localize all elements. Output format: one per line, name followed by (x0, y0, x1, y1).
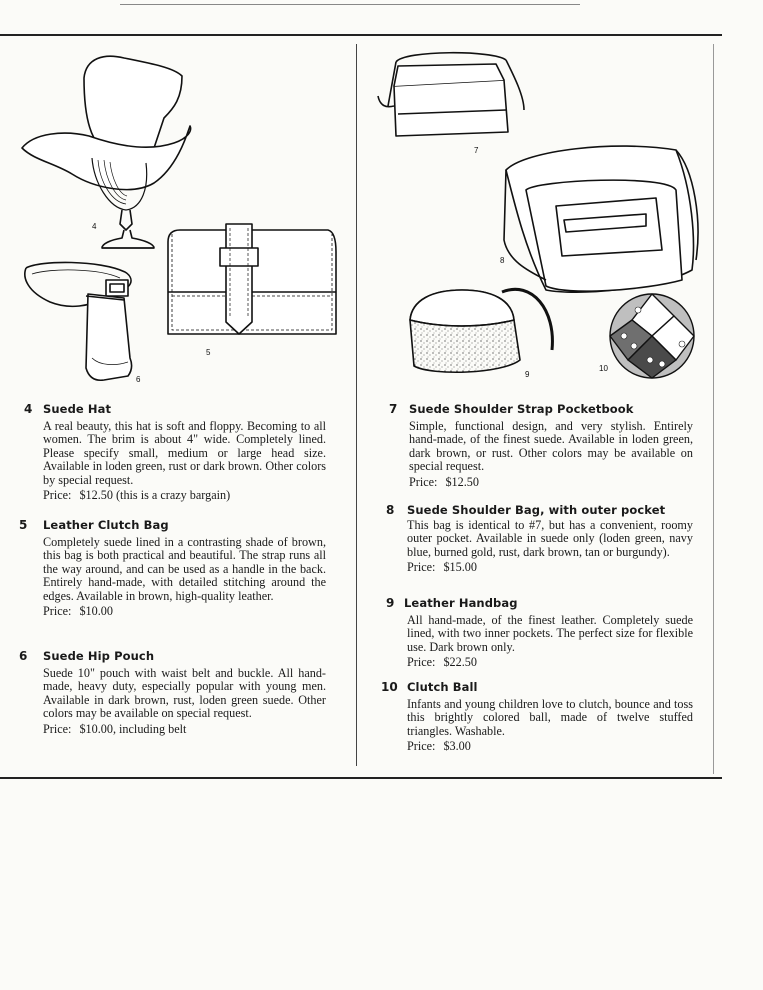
item-price (407, 739, 693, 753)
item-description: Suede 10" pouch with waist belt and buckle. All hand-made, heavy duty, especially popular with young men. Available in dark brown, rust, loden green suede. Other colors may be available on special request. (43, 666, 326, 721)
figure-number-6: 6 (136, 375, 141, 384)
item-number: 10 (381, 680, 398, 694)
item-title: Suede Hat (43, 402, 112, 416)
item-title: Suede Hip Pouch (43, 649, 155, 663)
shoulder-bag-outer-pocket-illustration (496, 130, 706, 300)
price-value: $10.00 (79, 604, 113, 619)
item-price (409, 475, 693, 489)
clutch-ball-illustration (602, 290, 702, 382)
item-title: Suede Shoulder Strap Pocketbook (409, 402, 634, 416)
item-leather-handbag (386, 596, 693, 669)
figure-number-8: 8 (500, 256, 505, 265)
item-price (43, 604, 326, 618)
item-title: Leather Handbag (404, 596, 518, 610)
price-value: $12.50 (this is a crazy bargain) (79, 488, 231, 503)
item-suede-hip-pouch (19, 649, 326, 736)
item-price (43, 488, 326, 502)
price-label: Price: (43, 721, 72, 736)
price-value: $15.00 (443, 560, 477, 575)
suede-hip-pouch-illustration (20, 258, 160, 388)
right-margin-line (713, 44, 714, 774)
column-divider (356, 44, 357, 766)
price-label: Price: (407, 655, 436, 670)
price-label: Price: (43, 488, 72, 503)
item-number: 7 (389, 402, 398, 416)
item-title: Clutch Ball (407, 680, 478, 694)
item-description: This bag is identical to #7, but has a convenient, roomy outer pocket. Available in suede only (loden green, navy blue, burned gold, rust, dark brown, tan or burgundy). (407, 518, 693, 559)
item-price (407, 655, 693, 669)
top-rule (0, 34, 722, 36)
item-suede-shoulder-bag-outer-pocket (386, 503, 693, 574)
item-title: Leather Clutch Bag (43, 518, 169, 532)
item-description: A real beauty, this hat is soft and floppy. Becoming to all women. The brim is about 4" wide. Completely lined. Please specify small, medium or large head size. Available in loden green, rust or dark brown. Other colors by special request. (43, 419, 326, 487)
item-suede-shoulder-strap-pocketbook (389, 402, 693, 489)
price-label: Price: (407, 739, 436, 754)
item-title: Suede Shoulder Bag, with outer pocket (407, 503, 666, 517)
item-suede-hat (24, 402, 326, 502)
price-value: $12.50 (445, 474, 479, 489)
item-description: All hand-made, of the finest leather. Completely suede lined, with two inner pockets. The perfect size for flexible use. Dark brown only. (407, 613, 693, 654)
figure-number-5: 5 (206, 348, 211, 357)
price-label: Price: (407, 560, 436, 575)
item-number: 5 (19, 518, 28, 532)
item-number: 4 (24, 402, 33, 416)
bottom-rule (0, 777, 722, 779)
figure-number-7: 7 (474, 146, 479, 155)
item-price (43, 722, 326, 736)
item-leather-clutch-bag (19, 518, 326, 618)
item-number: 9 (386, 596, 395, 610)
item-number: 8 (386, 503, 395, 517)
price-value: $3.00 (443, 739, 471, 754)
item-clutch-ball (381, 680, 693, 753)
leather-clutch-bag-illustration (160, 222, 340, 347)
price-label: Price: (409, 474, 438, 489)
item-description: Infants and young children love to clutch, bounce and toss this brightly colored ball, made of twelve stuffed triangles. Washable. (407, 697, 693, 738)
price-value: $22.50 (443, 655, 477, 670)
figure-number-4: 4 (92, 222, 97, 231)
price-label: Price: (43, 604, 72, 619)
figure-number-9: 9 (525, 370, 530, 379)
item-price (407, 560, 693, 574)
leather-handbag-illustration (402, 280, 562, 380)
price-value: $10.00, including belt (79, 721, 187, 736)
scan-mark-top (120, 4, 580, 5)
item-description: Simple, functional design, and very stylish. Entirely hand-made, of the finest suede. Available in loden green, dark brown, or rust. Other colors may be available on special request. (409, 419, 693, 474)
figure-number-10: 10 (599, 364, 608, 373)
item-description: Completely suede lined in a contrasting shade of brown, this bag is both practical and beautiful. The strap runs all the way around, and can be used as a handle in the back. Entirely hand-made, with detailed stitching around the edges. Available in brown, high-quality leather. (43, 535, 326, 603)
item-number: 6 (19, 649, 28, 663)
